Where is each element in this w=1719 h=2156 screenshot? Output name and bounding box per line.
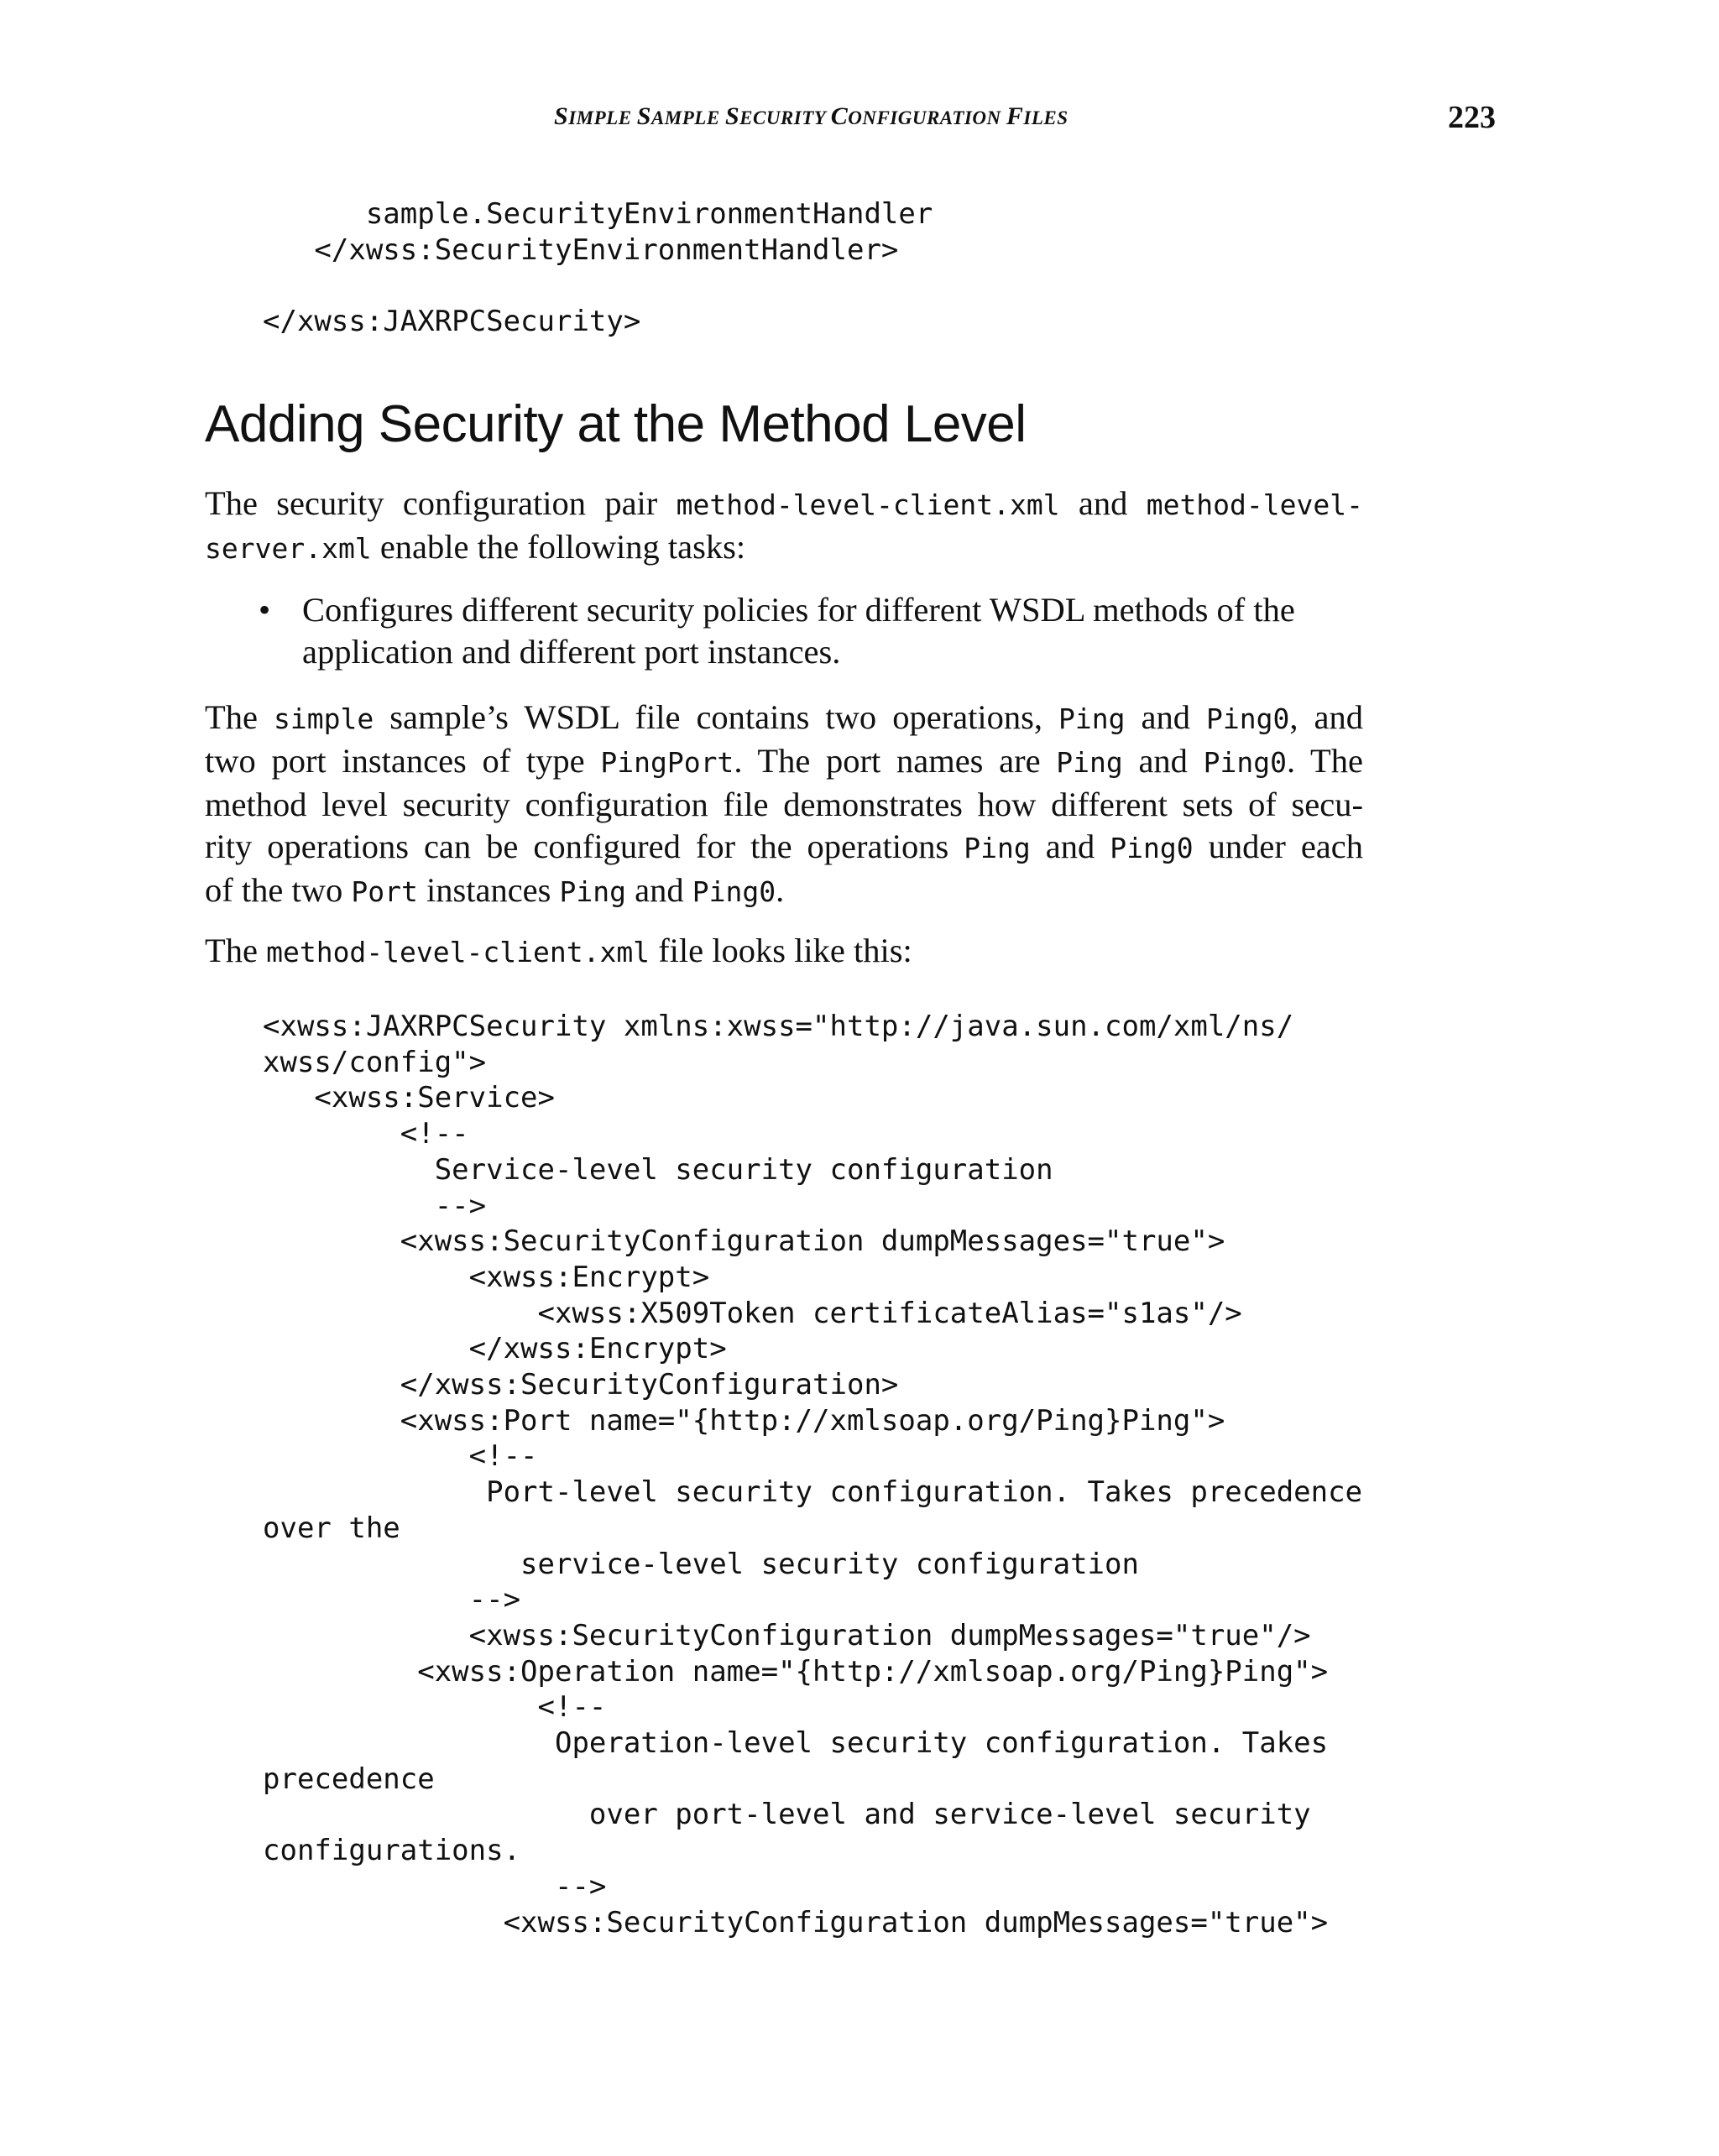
code-line: </xwss:Encrypt> <box>263 1332 727 1366</box>
title-word-4: CONFIGURATION <box>830 102 1006 130</box>
code-line: --> <box>263 1869 607 1903</box>
code-line: Port-level security configuration. Takes precedence <box>263 1475 1363 1510</box>
code-term: method-level- <box>1146 488 1363 521</box>
bullet-list-item <box>259 589 1363 673</box>
code-line: <xwss:Service> <box>263 1081 555 1115</box>
code-line: <xwss:SecurityConfiguration dumpMessages="true"> <box>263 1224 1225 1259</box>
code-line: Service-level security configuration <box>263 1152 1053 1187</box>
title-word-2: SAMPLE <box>636 102 725 130</box>
code-term: server.xml <box>205 532 372 565</box>
paragraph-intro: The security configuration pair method-level-client.xml and method-level- server.xml enable the following tasks: <box>205 484 1363 566</box>
paragraph-wsdl-description: The simple sample’s WSDL file contains two operations, Ping and Ping0, and two port instances of type PingPort. The port names are Ping and Ping0. The method level security configuration file demonstrates how different sets of secu- rity operations can be configured for the operations Ping and Ping0 under each of the two Port instances Ping and Ping0. <box>205 698 1364 909</box>
code-line: <!-- <box>263 1690 607 1725</box>
code-line: configurations. <box>263 1834 521 1868</box>
code-term: method-level-client.xml <box>266 936 651 968</box>
code-line: sample.SecurityEnvironmentHandler <box>263 197 933 231</box>
section-heading: Adding Security at the Method Level <box>205 395 1027 453</box>
code-line: <xwss:SecurityConfiguration dumpMessages="true"> <box>263 1905 1329 1939</box>
code-line: --> <box>263 1188 487 1223</box>
running-header <box>0 99 1719 141</box>
running-title <box>554 102 1068 131</box>
page-number: 223 <box>1448 100 1496 135</box>
code-line: over port-level and service-level security <box>263 1798 1311 1832</box>
code-line: precedence <box>263 1762 435 1796</box>
paragraph-file-intro: The method-level-client.xml file looks like this: <box>205 932 912 969</box>
code-line: <xwss:JAXRPCSecurity xmlns:xwss="http://java.sun.com/xml/ns/ <box>263 1010 1294 1043</box>
title-word-3: SECURITY <box>724 102 831 130</box>
code-line: <!-- <box>263 1439 538 1474</box>
bullet-marker: • <box>259 591 271 629</box>
code-line: over the <box>263 1511 400 1545</box>
code-line: <xwss:X509Token certificateAlias="s1as"/> <box>263 1296 1242 1330</box>
code-term: method-level-client.xml <box>676 488 1060 521</box>
code-line: <xwss:Port name="{http://xmlsoap.org/Ping}Ping"> <box>263 1403 1225 1438</box>
code-line: Operation-level security configuration. Takes <box>263 1726 1329 1761</box>
title-word-5: FILES <box>1006 102 1068 130</box>
code-line: <xwss:SecurityConfiguration dumpMessages="true"/> <box>263 1618 1311 1652</box>
code-listing-top <box>263 196 933 340</box>
code-line: xwss/config"> <box>263 1045 487 1079</box>
code-line: <xwss:Operation name="{http://xmlsoap.org/Ping}Ping"> <box>263 1654 1329 1689</box>
code-listing-main <box>263 1009 1362 1940</box>
code-line: service-level security configuration <box>263 1547 1139 1581</box>
code-line: --> <box>263 1583 521 1617</box>
code-line: <!-- <box>263 1117 469 1151</box>
code-line: </xwss:SecurityConfiguration> <box>263 1368 899 1402</box>
code-line: </xwss:SecurityEnvironmentHandler> <box>263 232 899 267</box>
bullet-text: Configures different security policies for different WSDL methods of the application and different port instances. <box>302 591 1295 671</box>
code-line: <xwss:Encrypt> <box>263 1260 710 1294</box>
title-word-1: SIMPLE <box>554 102 637 130</box>
code-line: </xwss:JAXRPCSecurity> <box>263 305 641 339</box>
